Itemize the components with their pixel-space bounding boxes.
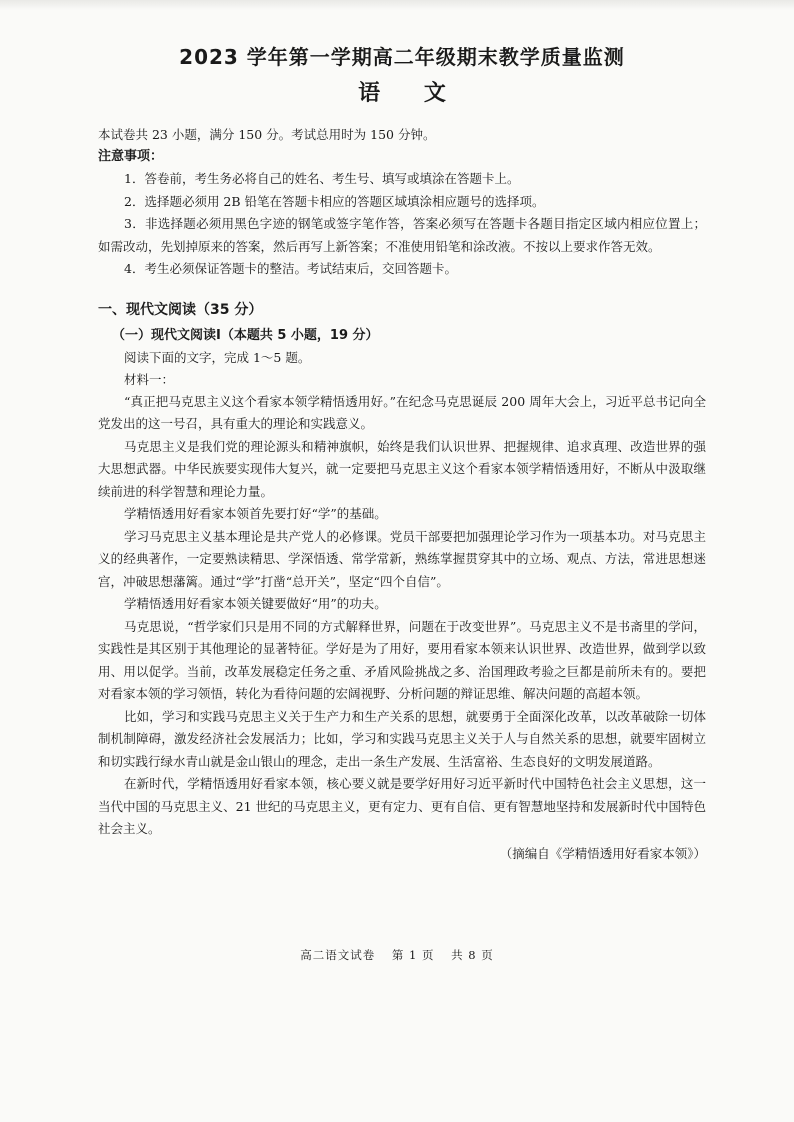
note-item-4: 4．考生必须保证答题卡的整洁。考试结束后，交回答题卡。 [124,261,457,276]
paragraph: 马克思说，“哲学家们只是用不同的方式解释世界，问题在于改变世界”。马克思主义不是书斋里的学问，实践性是其区别于其他理论的显著特征。学好是为了用好，要用看家本领来认识世界、改造世界，做到学以致用、用以促学。当前，改革发展稳定任务之重、矛盾风险挑战之多、治国理政考验之巨都是前所未有的。要把对看家本领的学习领悟，转化为看待问题的宏阔视野、分析问题的辩证思维、解决问题的高超本领。 [98,618,706,701]
notes-heading: 注意事项： [98,149,164,164]
paragraph: 马克思主义是我们党的理论源头和精神旗帜，始终是我们认识世界、把握规律、追求真理、改造世界的强大思想武器。中华民族要实现伟大复兴，就一定要把马克思主义这个看家本领学精悟透用好，不断从中汲取继续前进的科学智慧和理论力量。 [98,438,706,499]
note-item-2: 2．选择题必须用 2B 铅笔在答题卡相应的答题区域填涂相应题号的选择项。 [124,193,545,209]
paragraph: 比如，学习和实践马克思主义关于生产力和生产关系的思想，就要勇于全面深化改革，以改革破除一切体制机制障碍，激发经济社会发展活力；比如，学习和实践马克思主义关于人与自然关系的思想，就要牢固树立和切实践行绿水青山就是金山银山的理念，走出一条生产发展、生活富裕、生态良好的文明发展道路。 [98,708,706,769]
note-item-3: 3．非选择题必须用黑色字迹的钢笔或签字笔作答，答案必须写在答题卡各题目指定区域内相应位置上；如需改动，先划掉原来的答案，然后再写上新答案；不准使用铅笔和涂改液。不按以上要求作答无效。 [98,216,706,254]
source-citation: （摘编自《学精悟透用好看家本领》） [499,845,706,861]
section-heading: 一、现代文阅读（35 分） [98,301,263,318]
paragraph: 学习马克思主义基本理论是共产党人的必修课。党员干部要把加强理论学习作为一项基本功。对马克思主义的经典著作，一定要熟读精思、学深悟透、常学常新，熟练掌握贯穿其中的立场、观点、方法，常进思想迷宫，冲破思想藩篱。通过“学”打凿“总开关”，坚定“四个自信”。 [98,528,706,589]
note-item-1: 1．答卷前，考生务必将自己的姓名、考生号、填写或填涂在答题卡上。 [124,171,520,186]
subject-title: 语 文 [358,81,464,106]
paragraph: 学精悟透用好看家本领关键要做好“用”的功夫。 [124,596,387,611]
footer-total-pages: 共 8 页 [451,948,494,962]
reading-instruction: 阅读下面的文字，完成 1～5 题。 [124,349,311,365]
page-footer [0,947,794,963]
material-label: 材料一： [124,371,175,387]
exam-intro: 本试卷共 23 小题，满分 150 分。考试总用时为 150 分钟。 [98,127,436,142]
footer-page-number: 第 1 页 [391,948,435,962]
exam-title: 2023 学年第一学期高二年级期末教学质量监测 [179,45,625,69]
paragraph: 在新时代，学精悟透用好看家本领，核心要义就是要学好用好习近平新时代中国特色社会主义思想，这一当代中国的马克思主义、21 世纪的马克思主义，更有定力、更有自信、更有智慧地坚持和发展新时代中国特色社会主义。 [98,776,706,836]
sub-section-heading: （一）现代文阅读Ⅰ（本题共 5 小题，19 分） [112,327,379,343]
paragraph: “真正把马克思主义这个看家本领学精悟透用好。”在纪念马克思诞辰 200 周年大会上，习近平总书记向全党发出的这一号召，具有重大的理论和实践意义。 [98,393,706,431]
paragraph: 学精悟透用好看家本领首先要打好“学”的基础。 [124,506,387,521]
footer-paper-name: 高二语文试卷 [300,948,376,962]
